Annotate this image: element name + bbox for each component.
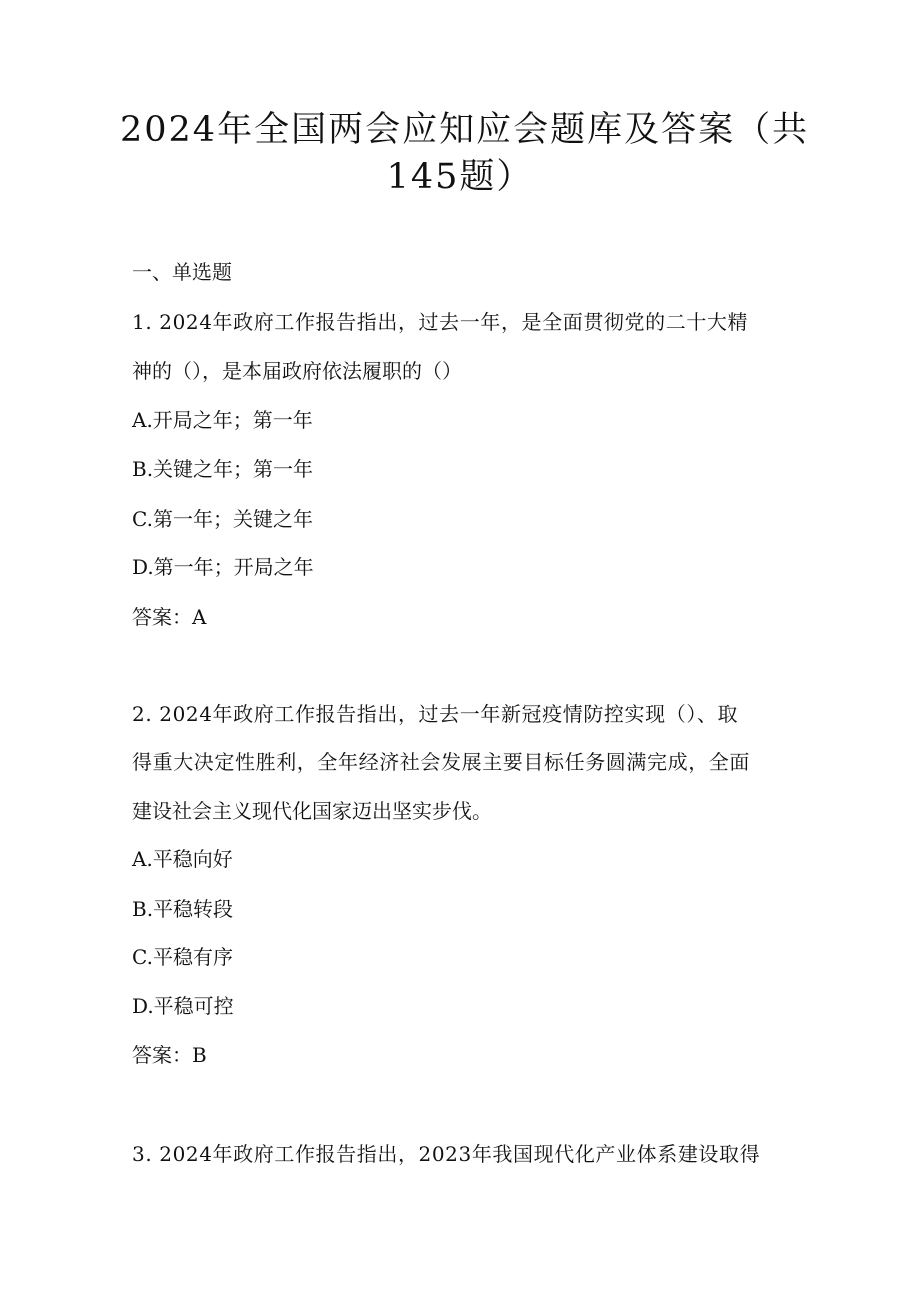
question-1-answer: 答案：A <box>132 605 207 629</box>
question-3-stem-line-1: 3. 2024年政府工作报告指出，2023年我国现代化产业体系建设取得 <box>132 1142 761 1166</box>
question-2-option-b: B.平稳转段 <box>132 897 234 921</box>
question-2-stem-line-1: 2. 2024年政府工作报告指出，过去一年新冠疫情防控实现（）、取 <box>132 702 739 726</box>
question-2-stem-line-3: 建设社会主义现代化国家迈出坚实步伐。 <box>132 799 492 823</box>
question-1-option-b: B.关键之年；第一年 <box>132 457 314 481</box>
question-2-stem-line-2: 得重大决定性胜利，全年经济社会发展主要目标任务圆满完成，全面 <box>132 750 750 774</box>
section-heading: 一、单选题 <box>132 260 232 284</box>
question-1-stem-line-2: 神的（），是本届政府依法履职的（） <box>132 359 462 383</box>
document-title-line-2: 145题） <box>386 157 534 197</box>
question-1-option-a: A.开局之年；第一年 <box>132 408 313 432</box>
document-title-line-1: 2024年全国两会应知应会题库及答案（共 <box>120 110 810 150</box>
question-2-answer: 答案：B <box>132 1043 207 1067</box>
question-2-option-c: C.平稳有序 <box>132 945 233 969</box>
question-1-stem-line-1: 1. 2024年政府工作报告指出，过去一年，是全面贯彻党的二十大精 <box>132 310 749 334</box>
question-2-option-d: D.平稳可控 <box>132 994 234 1018</box>
question-2-option-a: A.平稳向好 <box>132 847 233 871</box>
question-1-option-d: D.第一年；开局之年 <box>132 555 314 579</box>
question-1-option-c: C.第一年；关键之年 <box>132 507 313 531</box>
